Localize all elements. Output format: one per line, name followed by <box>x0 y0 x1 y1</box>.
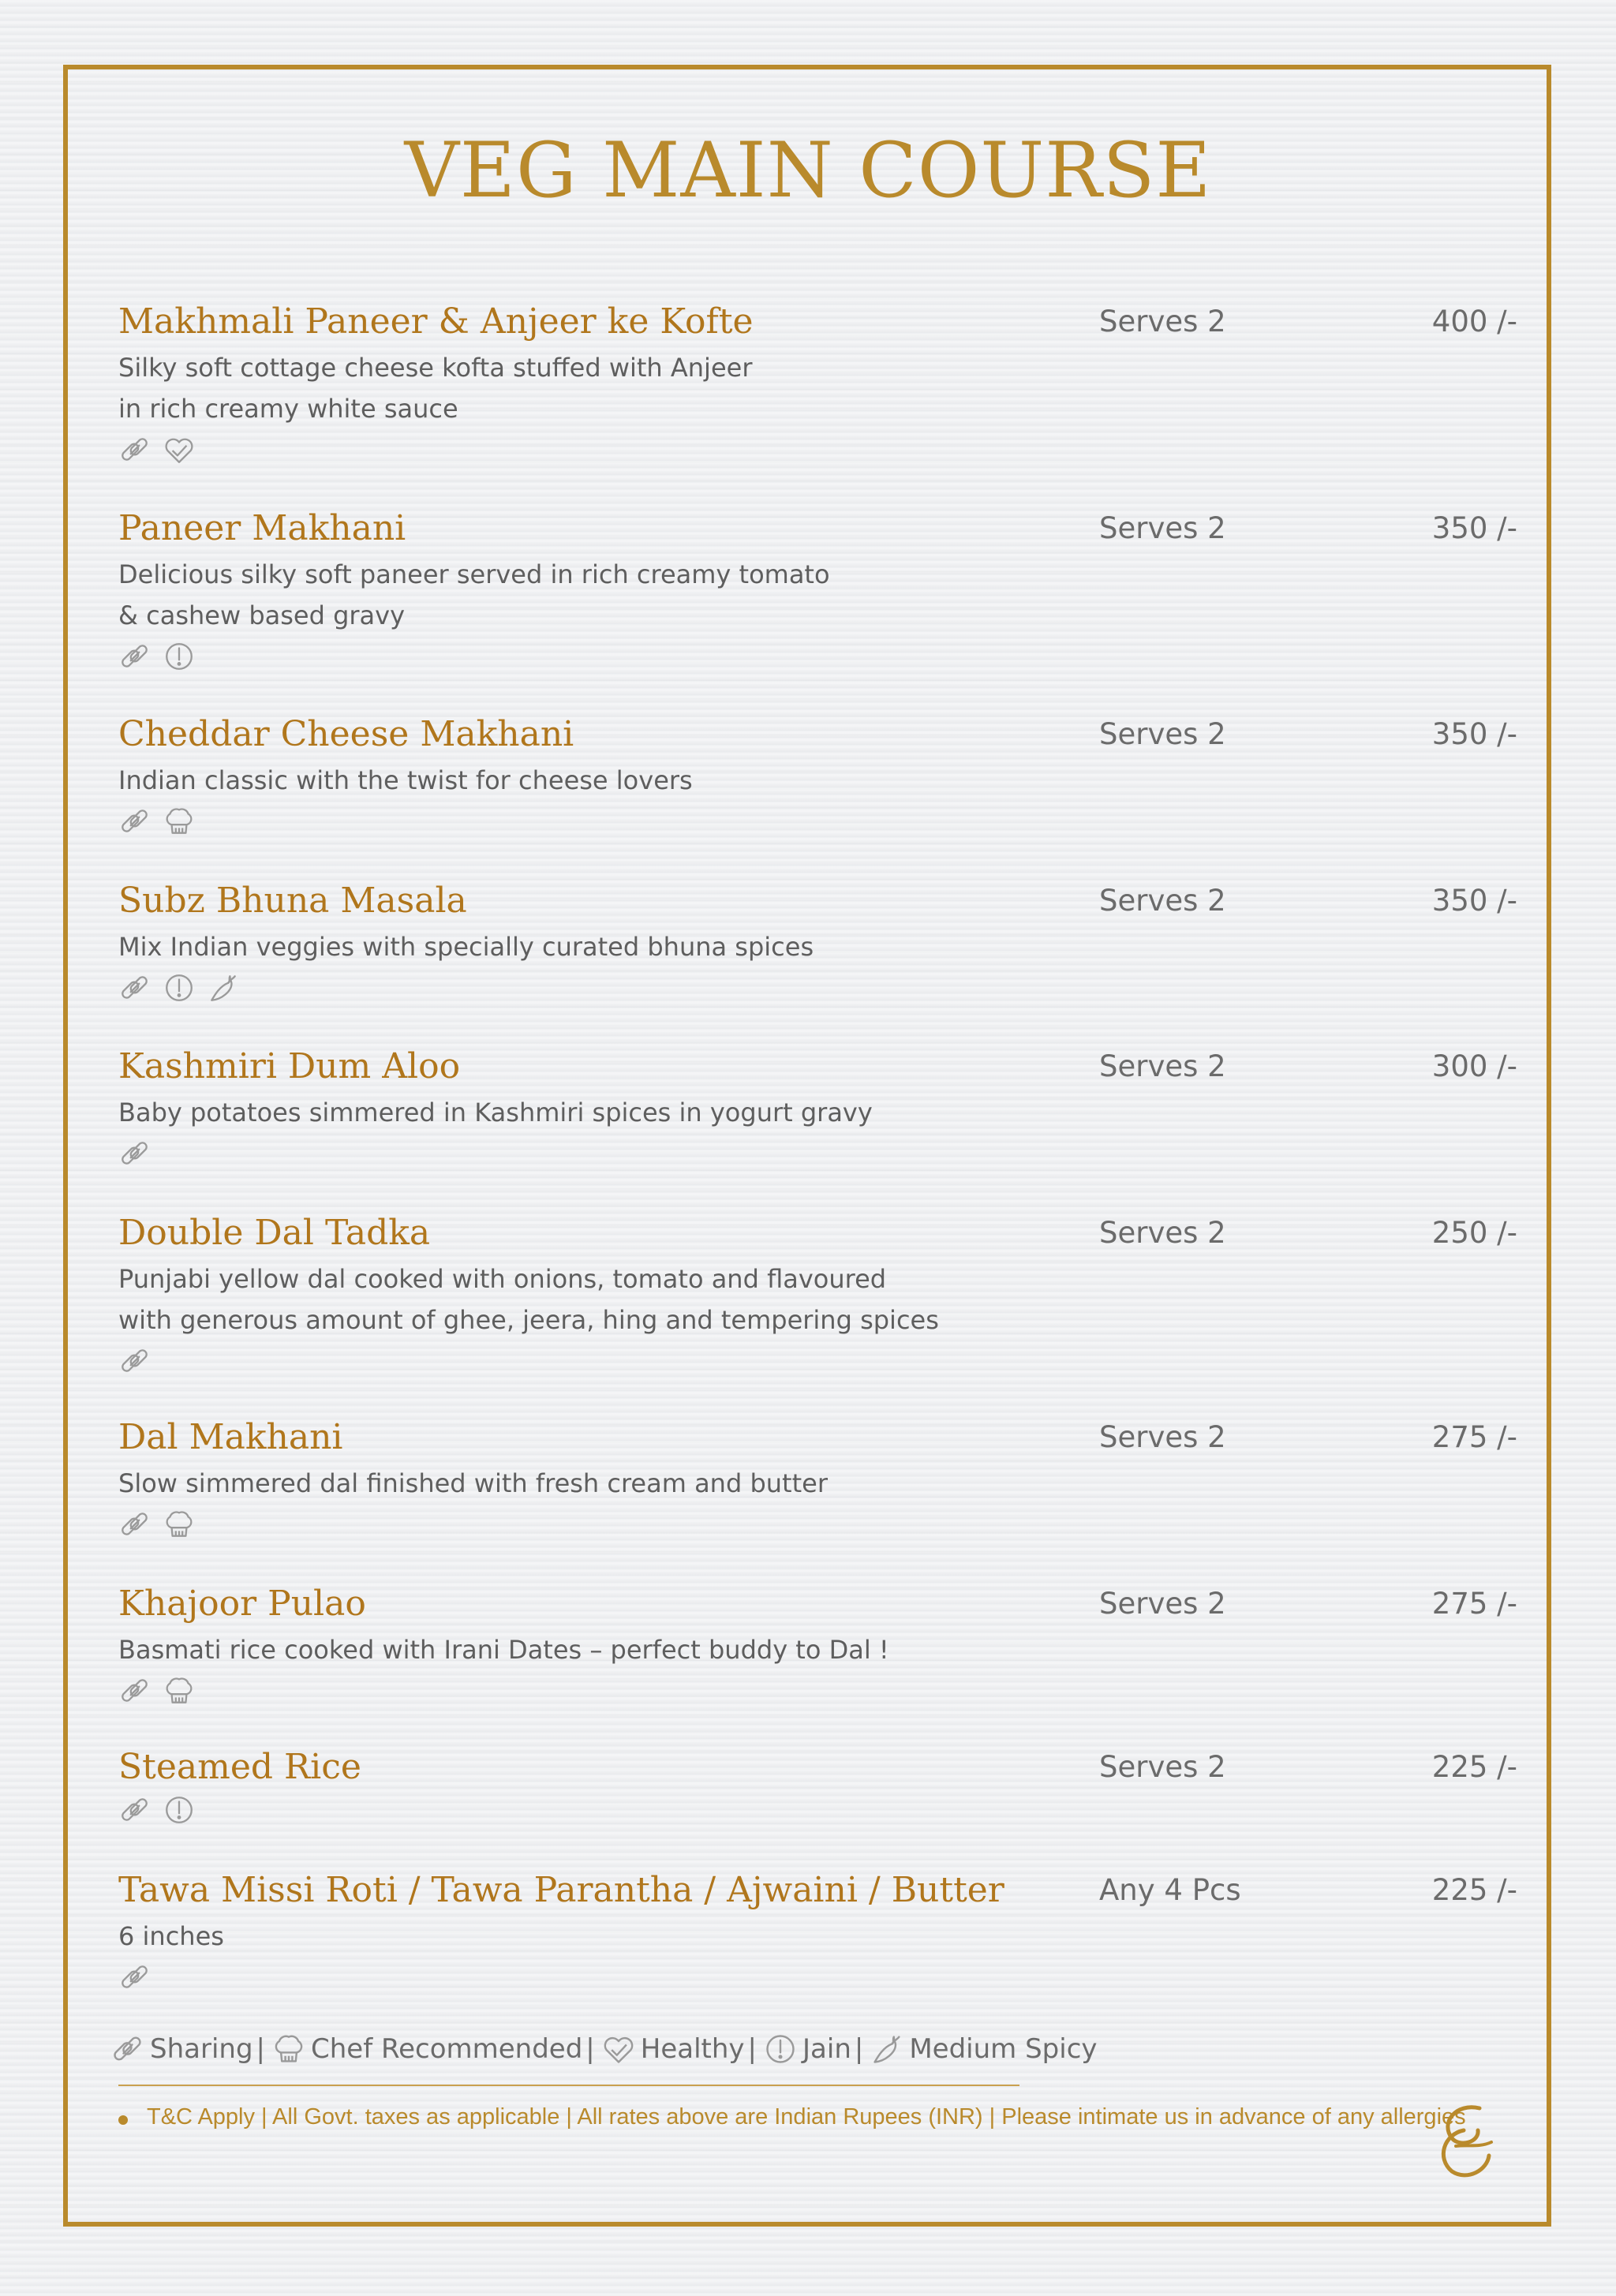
legend-separator: | <box>585 2033 595 2065</box>
menu-item-price: 350 /- <box>1431 884 1517 918</box>
menu-item <box>118 1582 1517 1710</box>
description-line: Indian classic with the twist for cheese lovers <box>118 765 693 795</box>
menu-item-description <box>118 1629 1507 1670</box>
divider <box>118 2085 1019 2086</box>
description-line: Basmati rice cooked with Irani Dates – perfect buddy to Dal ! <box>118 1635 889 1665</box>
menu-item-name: Makhmali Paneer & Anjeer ke Kofte <box>118 301 754 342</box>
menu-item-icons <box>118 434 1507 469</box>
menu-item-price: 350 /- <box>1431 511 1517 545</box>
menu-item <box>118 300 1517 469</box>
sharing-icon <box>118 971 152 1008</box>
menu-item-icons <box>118 1345 1507 1380</box>
menu-item-icons <box>118 972 1507 1007</box>
sharing-icon <box>118 1793 152 1830</box>
menu-item-description <box>118 1916 1507 1957</box>
menu-item-name: Khajoor Pulao <box>118 1584 366 1624</box>
menu-item-description <box>118 926 1507 967</box>
description-line: in rich creamy white sauce <box>118 394 458 424</box>
menu-item-name: Dal Makhani <box>118 1417 343 1457</box>
menu-item-description <box>118 1463 1507 1504</box>
menu-item-name: Kashmiri Dum Aloo <box>118 1046 461 1086</box>
menu-item-serves: Serves 2 <box>1099 884 1226 918</box>
menu-item-icons <box>118 806 1507 840</box>
menu-item-description <box>118 1258 1507 1341</box>
page-title: VEG MAIN COURSE <box>404 126 1212 215</box>
description-line: Delicious silky soft paneer served in rich creamy tomato <box>118 559 830 589</box>
menu-item-serves: Any 4 Pcs <box>1099 1873 1241 1907</box>
menu-item <box>118 1868 1517 1996</box>
legend-separator: | <box>854 2033 864 2065</box>
menu-item-price: 300 /- <box>1431 1049 1517 1083</box>
sharing-icon <box>118 1344 152 1382</box>
menu-item-serves: Serves 2 <box>1099 1216 1226 1250</box>
sharing-icon <box>118 805 152 842</box>
sharing-icon <box>110 2032 150 2066</box>
menu-item-price: 250 /- <box>1431 1216 1517 1250</box>
menu-item-icons <box>118 1138 1507 1172</box>
menu-item-description <box>118 347 1507 429</box>
footnote <box>118 2104 1466 2130</box>
menu-item-price: 275 /- <box>1431 1587 1517 1621</box>
menu-item-price: 225 /- <box>1431 1873 1517 1907</box>
jain-icon <box>163 971 196 1008</box>
menu-item-serves: Serves 2 <box>1099 511 1226 545</box>
description-line: with generous amount of ghee, jeera, hing and tempering spices <box>118 1305 939 1335</box>
description-line: Mix Indian veggies with specially curated bhuna spices <box>118 932 814 962</box>
sharing-icon <box>118 433 152 470</box>
menu-item-serves: Serves 2 <box>1099 1587 1226 1621</box>
menu-item <box>118 712 1517 840</box>
legend-label: Chef Recommended <box>311 2033 583 2065</box>
menu-item-serves: Serves 2 <box>1099 1420 1226 1454</box>
menu-item-name: Double Dal Tadka <box>118 1213 431 1253</box>
medium-spicy-icon <box>870 2032 909 2066</box>
chef-recommended-icon <box>163 805 196 842</box>
healthy-icon <box>163 433 196 470</box>
sharing-icon <box>118 1137 152 1174</box>
menu-item-icons <box>118 1961 1507 1996</box>
sharing-icon <box>118 1508 152 1545</box>
icon-legend <box>110 2032 1098 2066</box>
menu-item <box>118 1211 1517 1380</box>
bullet-icon <box>118 2115 128 2125</box>
menu-item <box>118 879 1517 1007</box>
description-line: Slow simmered dal finished with fresh cream and butter <box>118 1468 828 1498</box>
menu-item-serves: Serves 2 <box>1099 1049 1226 1083</box>
menu-item-description <box>118 760 1507 801</box>
legend-separator: | <box>256 2033 265 2065</box>
menu-item-name: Subz Bhuna Masala <box>118 881 467 921</box>
chef-recommended-icon <box>163 1508 196 1545</box>
menu-item-icons <box>118 1675 1507 1710</box>
menu-item-icons <box>118 641 1507 675</box>
menu-item-price: 225 /- <box>1431 1750 1517 1784</box>
menu-item-price: 400 /- <box>1431 305 1517 338</box>
sharing-icon <box>118 640 152 677</box>
chef-recommended-icon <box>163 1674 196 1711</box>
jain-icon <box>763 2032 802 2066</box>
legend-label: Healthy <box>640 2033 745 2065</box>
menu-item <box>118 1745 1517 1829</box>
legend-separator: | <box>747 2033 758 2065</box>
legend-label: Medium Spicy <box>909 2033 1098 2065</box>
menu-item <box>118 1045 1517 1172</box>
description-line: 6 inches <box>118 1921 224 1951</box>
sharing-icon <box>118 1961 152 1998</box>
menu-item-name: Paneer Makhani <box>118 508 406 548</box>
legend-label: Jain <box>802 2033 851 2065</box>
chef-recommended-icon <box>271 2032 311 2066</box>
footnote-text: T&C Apply | All Govt. taxes as applicable | All rates above are Indian Rupees (INR) | Please intimate us in advance of any allergies <box>147 2104 1466 2130</box>
menu-item-icons <box>118 1509 1507 1543</box>
menu-item-name: Steamed Rice <box>118 1747 361 1787</box>
medium-spicy-icon <box>207 971 240 1008</box>
menu-item-price: 350 /- <box>1431 717 1517 751</box>
menu-item-name: Tawa Missi Roti / Tawa Parantha / Ajwaini / Butter <box>118 1870 1004 1910</box>
menu-item-serves: Serves 2 <box>1099 305 1226 338</box>
jain-icon <box>163 640 196 677</box>
menu-item-icons <box>118 1794 1507 1829</box>
sharing-icon <box>118 1674 152 1711</box>
menu-item <box>118 1415 1517 1543</box>
menu-item-description <box>118 1092 1507 1133</box>
menu-item-description <box>118 554 1507 636</box>
menu-item-name: Cheddar Cheese Makhani <box>118 714 574 754</box>
description-line: Silky soft cottage cheese kofta stuffed with Anjeer <box>118 353 753 383</box>
description-line: Punjabi yellow dal cooked with onions, tomato and flavoured <box>118 1264 887 1294</box>
description-line: Baby potatoes simmered in Kashmiri spices in yogurt gravy <box>118 1098 873 1127</box>
brand-logo <box>1424 2099 1503 2186</box>
legend-label: Sharing <box>150 2033 253 2065</box>
description-line: & cashew based gravy <box>118 600 406 630</box>
menu-item-serves: Serves 2 <box>1099 717 1226 751</box>
menu-item-price: 275 /- <box>1431 1420 1517 1454</box>
menu-item-serves: Serves 2 <box>1099 1750 1226 1784</box>
healthy-icon <box>601 2032 641 2066</box>
jain-icon <box>163 1793 196 1830</box>
menu-item <box>118 507 1517 675</box>
